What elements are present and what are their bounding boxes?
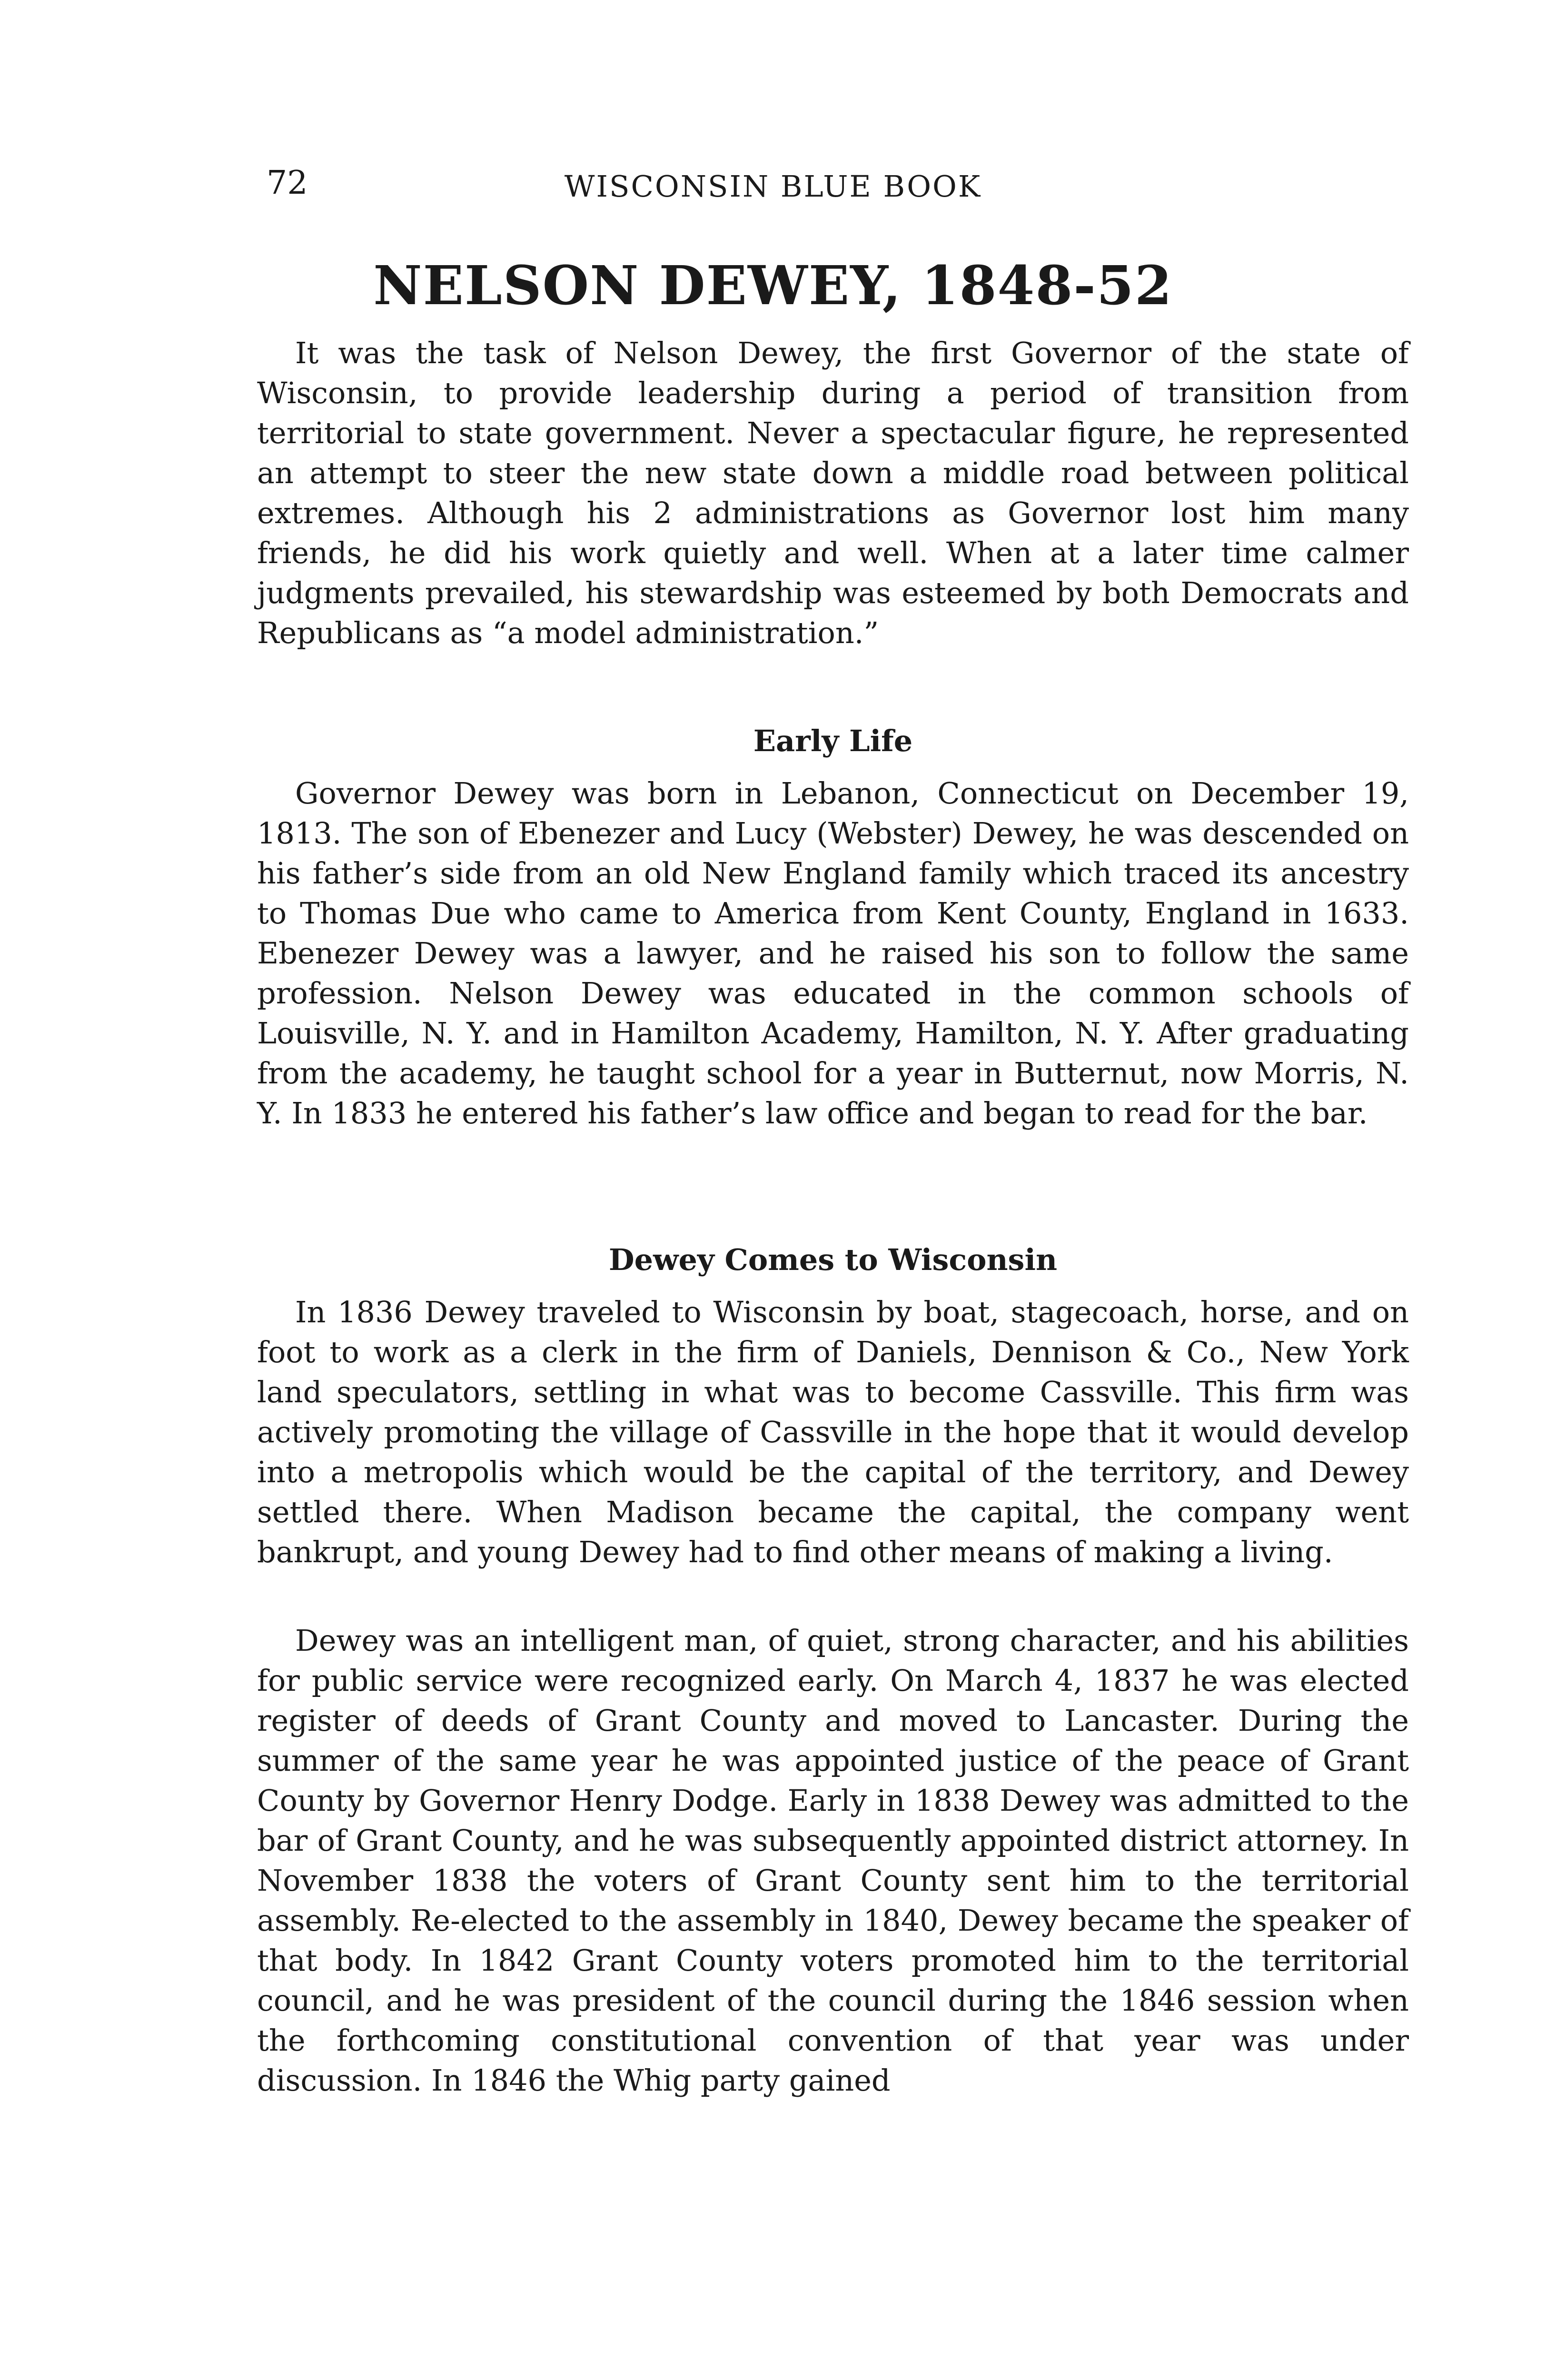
page-number: 72 [267,164,308,202]
public-service-section [257,1621,1409,2101]
page-title: NELSON DEWEY, 1848-52 [373,255,1173,317]
early-life-paragraph: Governor Dewey was born in Lebanon, Connecticut on December 19, 1813. The son of Ebenezer and Lucy (Webster) Dewey, he was descended on his father’s side from an old New England family which traced its ancestry to Thomas Due who came to America from Kent County, England in 1633. Ebenezer Dewey was a lawyer, and he raised his son to follow the same profession. Nelson Dewey was educated in the common schools of Louisville, N. Y. and in Hamilton Academy, Hamilton, N. Y. After graduating from the academy, he taught school for a year in Butternut, now Morris, N. Y. In 1833 he entered his father’s law office and began to read for the bar. [257,776,1409,1130]
comes-to-wisconsin-heading-block [257,1242,1409,1277]
comes-to-wisconsin-section [257,1292,1409,1572]
early-life-heading-block [257,724,1409,758]
comes-to-wisconsin-paragraph: In 1836 Dewey traveled to Wisconsin by boat, stagecoach, horse, and on foot to work as a clerk in the firm of Daniels, Dennison & Co., New York land speculators, settling in what was to become Cassville. This firm was actively promoting the village of Cassville in the hope that it would develop into a metropolis which would be the capital of the territory, and Dewey settled there. When Madison became the capital, the company went bankrupt, and young Dewey had to find other means of making a living. [257,1295,1409,1569]
intro-paragraph: It was the task of Nelson Dewey, the first Governor of the state of Wisconsin, to provide leadership during a period of transition from territorial to state government. Never a spectacular figure, he represented an attempt to steer the new state down a middle road between political extremes. Although his 2 administrations as Governor lost him many friends, he did his work quietly and well. When at a later time calmer judgments prevailed, his stewardship was esteemed by both Democrats and Republicans as “a model administration.” [257,336,1409,650]
section-heading-early-life: Early Life [753,724,913,758]
early-life-section [257,774,1409,1133]
public-service-paragraph: Dewey was an intelligent man, of quiet, strong character, and his abilities for public service were recognized early. On March 4, 1837 he was elected register of deeds of Grant County and moved to Lancaster. During the summer of the same year he was appointed justice of the peace of Grant County by Governor Henry Dodge. Early in 1838 Dewey was admitted to the bar of Grant County, and he was subsequently appointed district attorney. In November 1838 the voters of Grant County sent him to the territorial assembly. Re-elected to the assembly in 1840, Dewey became the speaker of that body. In 1842 Grant County voters promoted him to the territorial council, and he was president of the council during the 1846 session when the forthcoming constitutional convention of that year was under discussion. In 1846 the Whig party gained [257,1623,1409,2098]
intro-section [257,333,1409,653]
section-heading-comes-to-wisconsin: Dewey Comes to Wisconsin [608,1242,1058,1277]
running-head: WISCONSIN BLUE BOOK [564,169,982,204]
